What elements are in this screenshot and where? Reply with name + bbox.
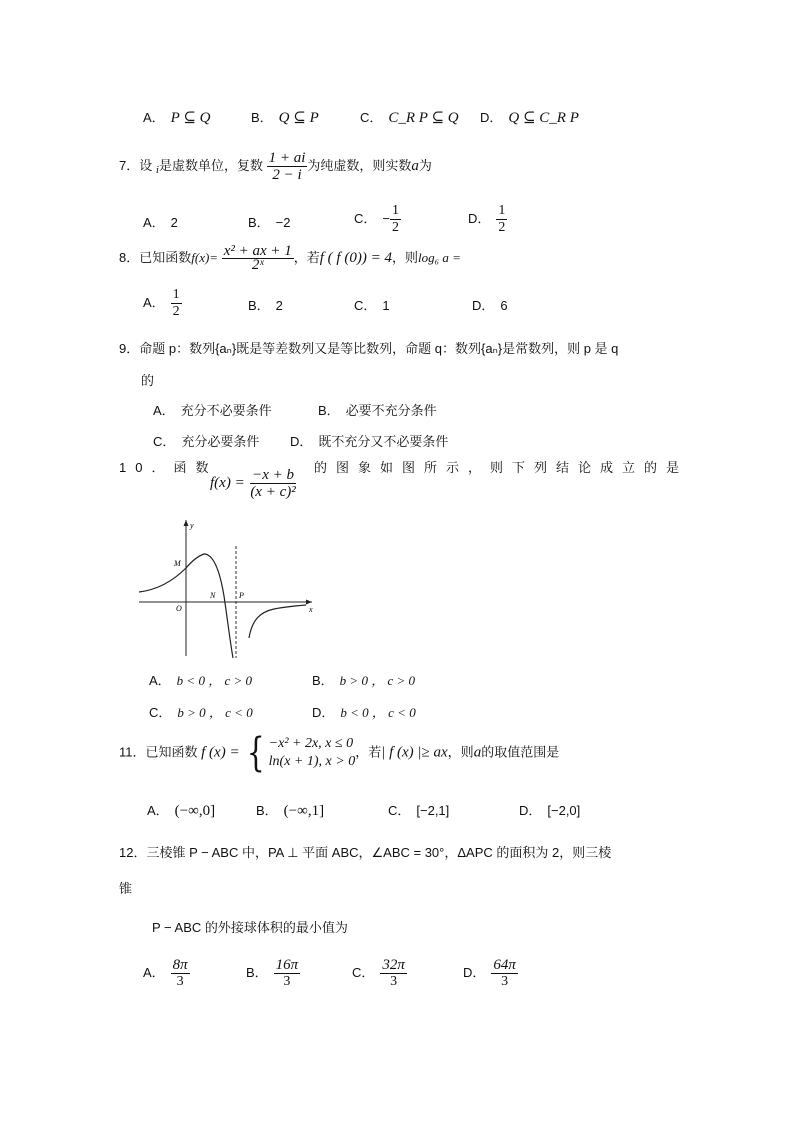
option-fraction bbox=[380, 957, 407, 990]
option-text: b > 0 ， c < 0 bbox=[177, 705, 253, 720]
origin-label: O bbox=[176, 604, 182, 613]
stem-text: 函数 bbox=[173, 460, 218, 475]
option-label: A． bbox=[149, 673, 171, 688]
stem-text: ，若 bbox=[293, 249, 320, 265]
var-a: a bbox=[411, 157, 419, 174]
q11-option-c bbox=[388, 800, 449, 819]
stem-text: 为 bbox=[418, 157, 432, 173]
option-label: B． bbox=[256, 803, 278, 818]
option-label: C． bbox=[352, 964, 375, 980]
option-label: A． bbox=[143, 294, 165, 310]
function-fraction bbox=[248, 467, 297, 500]
log-expression: log₆ a = bbox=[417, 249, 461, 265]
q10-function-graph bbox=[134, 516, 324, 662]
q9-option-a bbox=[153, 400, 272, 419]
option-label: B． bbox=[251, 110, 273, 125]
condition: | f (x) |≥ ax bbox=[381, 744, 448, 761]
q12-stem bbox=[119, 842, 611, 861]
option-text: 必要不充分条件 bbox=[345, 403, 437, 418]
q8-stem bbox=[119, 245, 461, 272]
option-label: D． bbox=[472, 298, 495, 313]
option-text: b < 0 ， c < 0 bbox=[340, 705, 416, 720]
option-label: B． bbox=[248, 215, 270, 230]
function-name: f(x)= bbox=[191, 249, 219, 265]
case-1: −x² + 2x, x ≤ 0 bbox=[268, 736, 354, 751]
case-2: ln(x + 1), x > 0 bbox=[268, 754, 356, 769]
q7-option-a bbox=[143, 212, 178, 231]
y-axis-label: y bbox=[190, 521, 194, 530]
q11-option-d bbox=[519, 800, 580, 819]
fraction-denominator: 2 − i bbox=[272, 167, 302, 183]
function-name: f(x) = bbox=[210, 474, 245, 491]
q10-option-d bbox=[312, 702, 416, 721]
option-text: Q ⊆ P bbox=[278, 110, 319, 126]
option-text: (−∞,1] bbox=[283, 803, 325, 819]
q8-option-a bbox=[143, 287, 182, 320]
option-text: 6 bbox=[500, 298, 508, 313]
q9-option-b bbox=[318, 400, 437, 419]
point-m-label: M bbox=[174, 559, 181, 568]
option-label: A． bbox=[143, 110, 165, 125]
q9-option-d bbox=[290, 431, 448, 450]
q12-stem-continued: 锥 bbox=[119, 881, 133, 896]
complex-fraction bbox=[267, 150, 308, 183]
imaginary-unit: i bbox=[155, 163, 159, 176]
option-label: D． bbox=[312, 705, 335, 720]
q9-option-c bbox=[153, 431, 259, 450]
fraction-denominator: 3 bbox=[283, 974, 291, 989]
brace-symbol: { bbox=[247, 730, 265, 776]
option-text: 2 bbox=[170, 215, 178, 230]
option-text: − bbox=[382, 210, 390, 226]
option-label: A． bbox=[147, 803, 169, 818]
fraction-denominator: 3 bbox=[390, 974, 398, 989]
question-number: 10． bbox=[119, 460, 174, 475]
option-label: C． bbox=[360, 110, 383, 125]
q10-option-b bbox=[312, 670, 415, 689]
option-text: 1 bbox=[382, 298, 390, 313]
option-text: b < 0 ， c > 0 bbox=[176, 673, 252, 688]
option-text: b > 0 ， c > 0 bbox=[339, 673, 415, 688]
option-text: 充分必要条件 bbox=[181, 434, 260, 449]
q10-function bbox=[210, 467, 298, 500]
fraction-denominator: 2 bbox=[498, 220, 506, 235]
stem-text: ，则 bbox=[391, 249, 418, 265]
question-number: 8． bbox=[119, 249, 140, 265]
fraction-denominator: (x + c)² bbox=[250, 484, 296, 500]
fraction-numerator: −x + b bbox=[252, 467, 294, 483]
option-text: C_R P ⊆ Q bbox=[388, 110, 459, 126]
option-label: C． bbox=[354, 210, 377, 226]
q12-option-b bbox=[246, 957, 300, 990]
option-label: A． bbox=[153, 403, 175, 418]
option-text: 2 bbox=[275, 298, 283, 313]
function-fraction bbox=[222, 245, 294, 272]
option-label: D． bbox=[480, 110, 503, 125]
stem-text: ，则 bbox=[447, 744, 474, 760]
q10-number-and-lead bbox=[119, 457, 217, 476]
option-text: 充分不必要条件 bbox=[180, 403, 272, 418]
option-label: A． bbox=[143, 964, 165, 980]
option-fraction bbox=[171, 287, 182, 320]
cases bbox=[269, 735, 356, 771]
option-text: 既不充分又不必要条件 bbox=[318, 434, 449, 449]
option-label: C． bbox=[388, 803, 411, 818]
stem-text: 是虚数单位，复数 bbox=[158, 157, 263, 173]
stem-text: ，若 bbox=[355, 744, 382, 760]
stem-text: 已知函数 bbox=[145, 744, 198, 760]
option-label: C． bbox=[153, 434, 176, 449]
point-p-label: P bbox=[239, 591, 244, 600]
q6-option-a bbox=[143, 107, 210, 127]
question-number: 7． bbox=[119, 157, 140, 173]
stem-text: 三棱锥 P − ABC 中，PA ⊥ 平面 ABC，∠ABC = 30°，ΔAPC 的面积为 2，则三棱 bbox=[146, 845, 612, 860]
function-name: f (x) = bbox=[201, 744, 240, 761]
question-number: 9． bbox=[119, 341, 140, 356]
q7-option-d bbox=[468, 203, 507, 236]
condition: f ( f (0)) = 4 bbox=[319, 249, 392, 266]
q8-option-b bbox=[248, 295, 283, 314]
q6-option-b bbox=[251, 107, 319, 127]
option-fraction bbox=[496, 203, 507, 236]
fraction-denominator: 2 bbox=[391, 220, 399, 235]
q10-option-c bbox=[149, 702, 253, 721]
stem-text: 设 bbox=[139, 157, 153, 173]
q11-option-b bbox=[256, 800, 324, 820]
question-number: 11． bbox=[119, 744, 146, 760]
option-label: C． bbox=[149, 705, 172, 720]
fraction-numerator: 64π bbox=[493, 957, 516, 973]
point-n-label: N bbox=[210, 591, 216, 600]
option-text: (−∞,0] bbox=[174, 803, 216, 819]
option-fraction bbox=[390, 203, 401, 236]
option-label: D． bbox=[468, 210, 491, 226]
option-label: B． bbox=[318, 403, 340, 418]
option-fraction bbox=[491, 957, 518, 990]
q12-option-d bbox=[463, 957, 518, 990]
option-label: B． bbox=[246, 964, 268, 980]
option-label: D． bbox=[463, 964, 486, 980]
q8-option-d bbox=[472, 295, 508, 314]
y-axis bbox=[184, 520, 189, 656]
q11-option-a bbox=[147, 800, 215, 820]
q7-option-c bbox=[354, 203, 401, 236]
q8-option-c bbox=[354, 295, 390, 314]
fraction-numerator: 8π bbox=[172, 957, 188, 973]
q7-stem bbox=[119, 150, 432, 183]
question-number: 12． bbox=[119, 845, 147, 860]
curve-right-branch bbox=[249, 605, 306, 638]
fraction-numerator: 1 bbox=[391, 203, 399, 218]
stem-text: 为纯虚数，则实数 bbox=[307, 157, 412, 173]
piecewise-definition bbox=[243, 730, 356, 776]
q9-stem-continued: 的 bbox=[141, 373, 155, 388]
option-text: [−2,0] bbox=[547, 803, 581, 818]
option-label: B． bbox=[248, 298, 270, 313]
option-fraction bbox=[274, 957, 301, 990]
option-fraction bbox=[171, 957, 190, 990]
fraction-denominator: 3 bbox=[176, 974, 184, 989]
q10-option-a bbox=[149, 670, 252, 689]
q6-option-d bbox=[480, 107, 579, 127]
option-label: D． bbox=[290, 434, 313, 449]
stem-text: 已知函数 bbox=[139, 249, 192, 265]
fraction-numerator: x² + ax + 1 bbox=[223, 243, 292, 259]
fraction-denominator: 2 bbox=[172, 304, 180, 319]
option-text: Q ⊆ C_R P bbox=[508, 110, 579, 126]
q6-option-c bbox=[360, 107, 459, 127]
fraction-numerator: 1 bbox=[498, 203, 506, 218]
q11-stem bbox=[119, 730, 560, 776]
option-text: [−2,1] bbox=[416, 803, 450, 818]
option-label: B． bbox=[312, 673, 334, 688]
x-axis-label: x bbox=[309, 605, 313, 614]
option-label: C． bbox=[354, 298, 377, 313]
q12-option-c bbox=[352, 957, 407, 990]
fraction-numerator: 1 bbox=[172, 287, 180, 302]
fraction-numerator: 16π bbox=[275, 957, 299, 973]
stem-text: 命题 p：数列{aₙ}既是等差数列又是等比数列，命题 q：数列{aₙ}是常数列，则 p 是 q bbox=[139, 341, 619, 356]
fraction-numerator: 32π bbox=[382, 957, 405, 973]
var-a: a bbox=[473, 744, 482, 761]
q12-option-a bbox=[143, 957, 190, 990]
option-label: A． bbox=[143, 215, 165, 230]
q7-option-b bbox=[248, 212, 291, 231]
option-label: D． bbox=[519, 803, 542, 818]
q10-stem-text: 的图象如图所示，则下列结论成立的是 bbox=[314, 460, 689, 475]
q9-stem bbox=[119, 338, 618, 357]
option-text: P ⊆ Q bbox=[170, 110, 211, 126]
option-text: −2 bbox=[275, 215, 291, 230]
stem-text: 的取值范围是 bbox=[481, 744, 560, 760]
fraction-numerator: 1 + ai bbox=[268, 150, 306, 166]
fraction-denominator: 2ˣ bbox=[251, 257, 264, 273]
fraction-denominator: 3 bbox=[501, 974, 509, 989]
q12-stem-line3: P − ABC 的外接球体积的最小值为 bbox=[152, 920, 348, 935]
